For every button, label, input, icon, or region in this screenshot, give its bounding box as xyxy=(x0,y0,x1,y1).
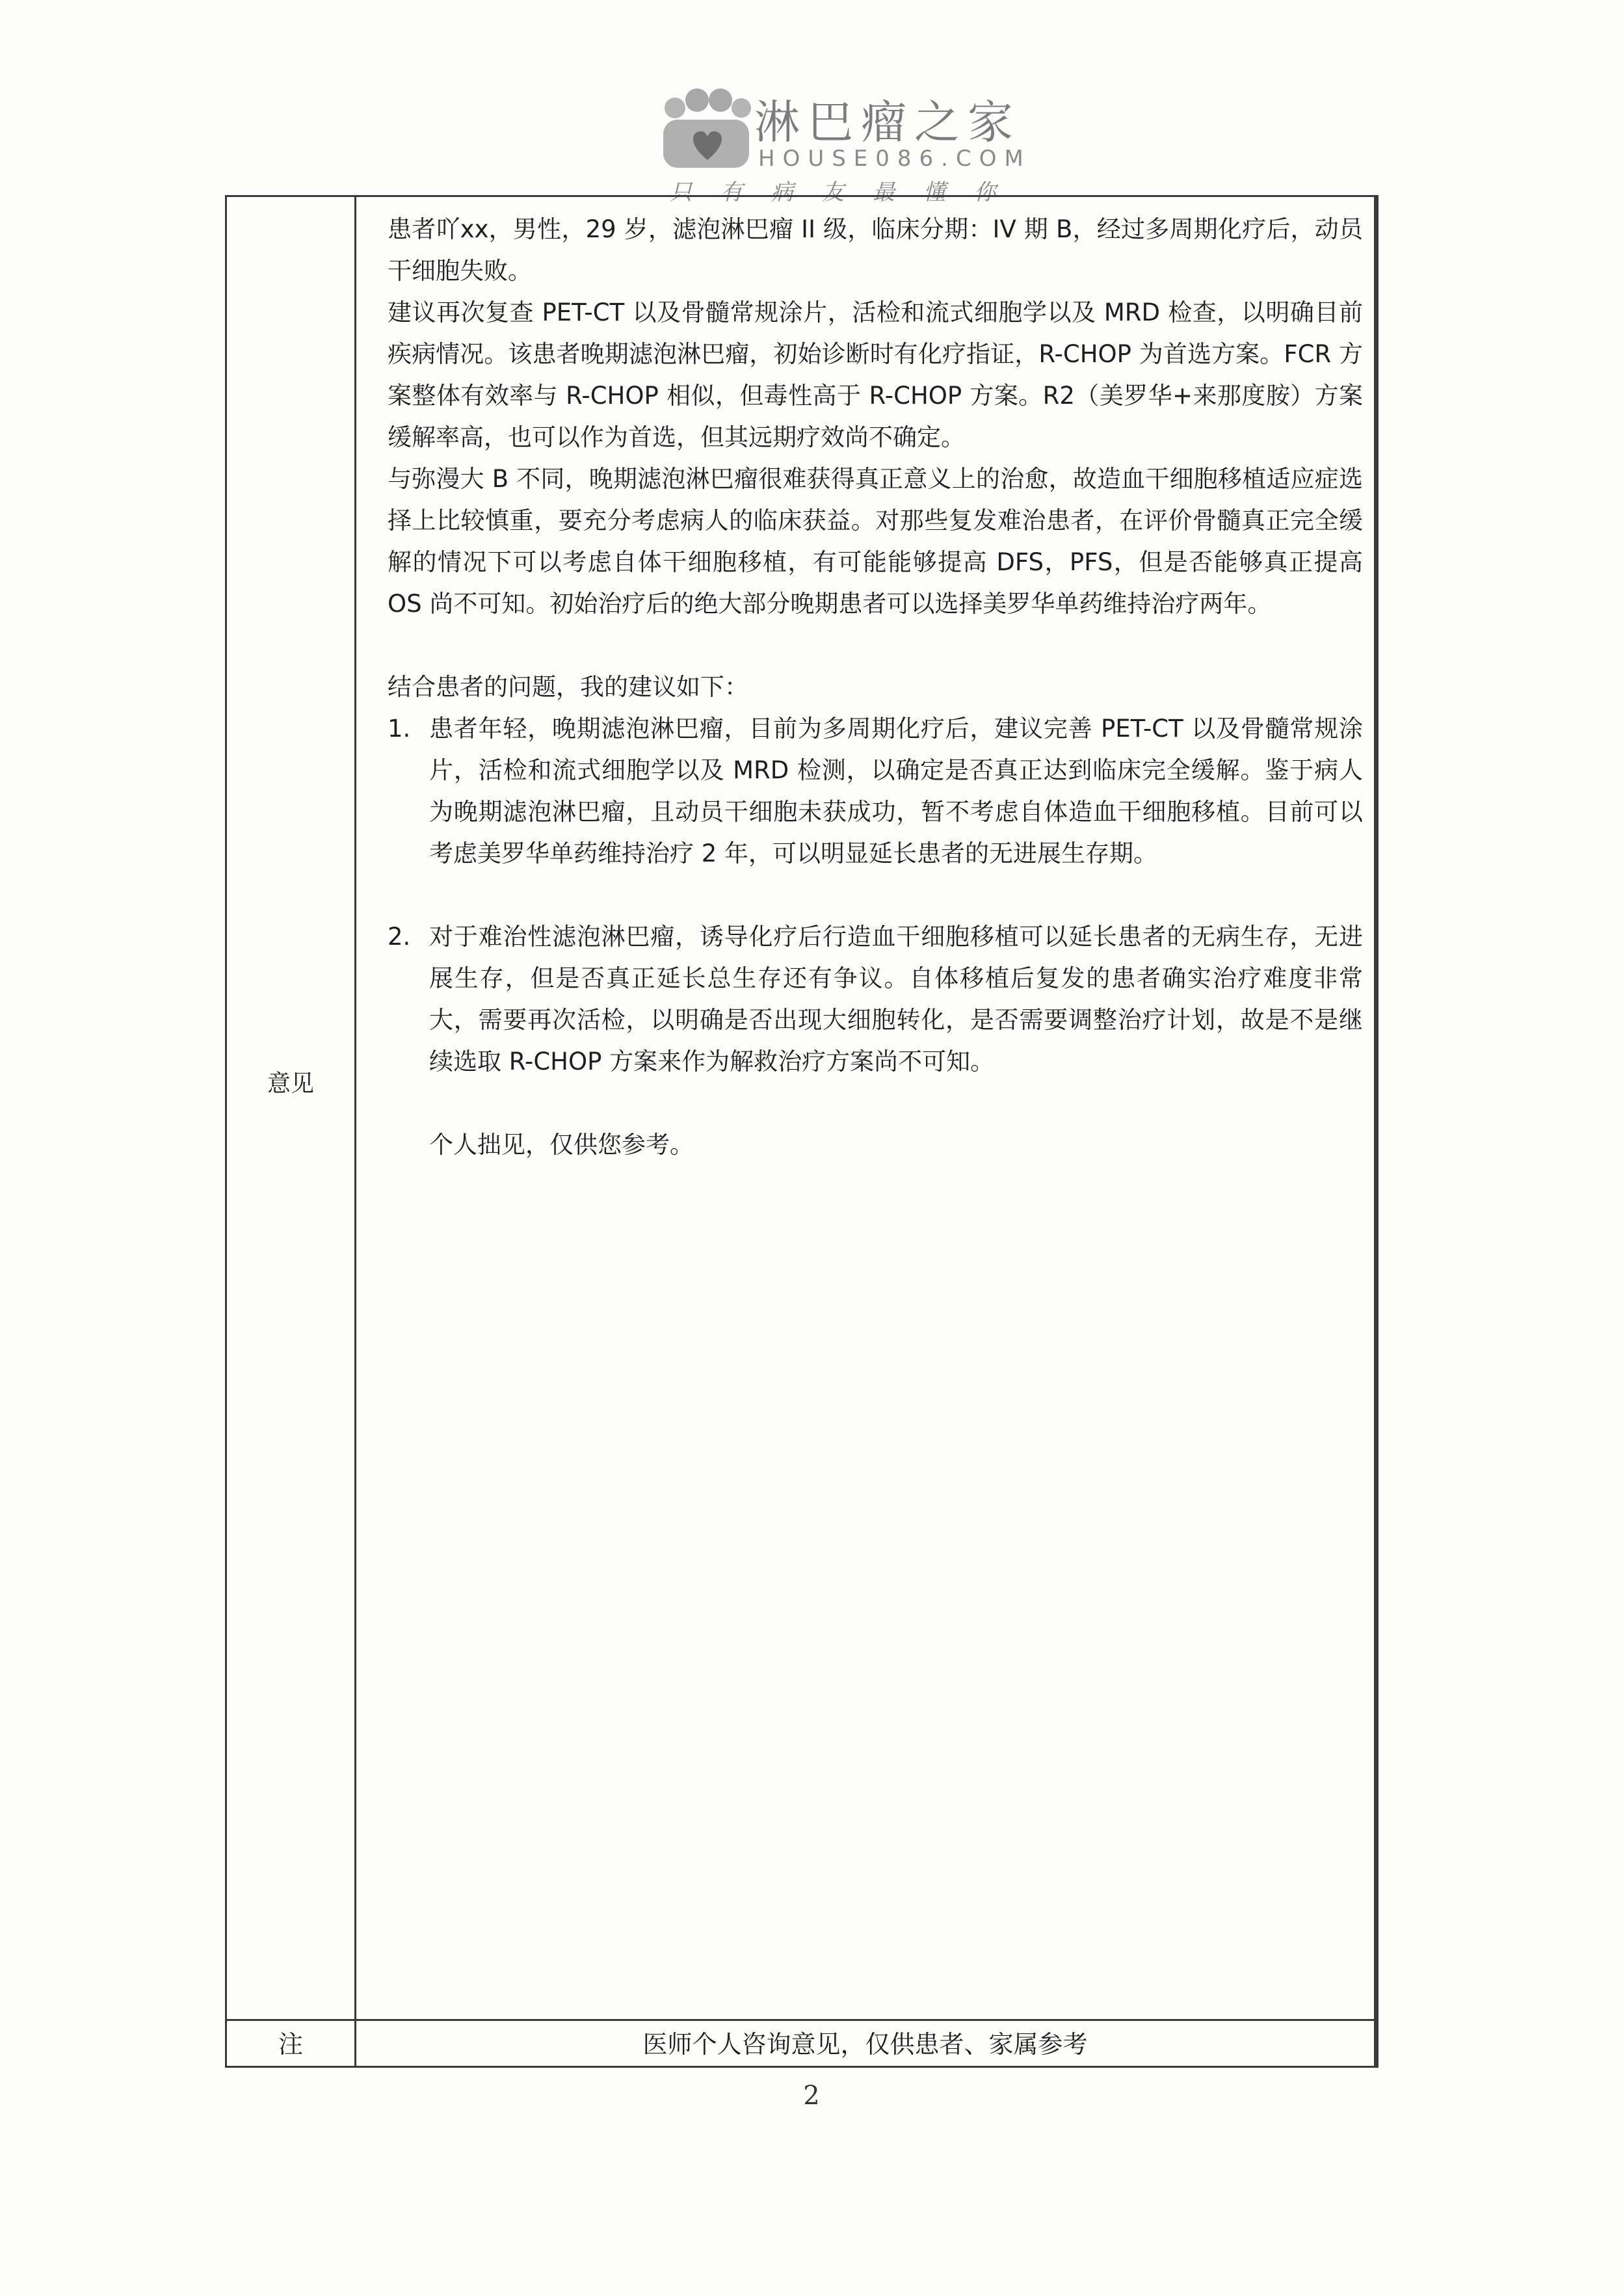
suggestion-item xyxy=(388,916,1363,1083)
suggestion-text: 对于难治性滤泡淋巴瘤，诱导化疗后行造血干细胞移植可以延长患者的无病生存，无进展生存，但是否真正延长总生存还有争议。自体移植后复发的患者确实治疗难度非常大，需要再次活检，以明确是否出现大细胞转化，是否需要调整治疗计划，故是不是继续选取 R-CHOP 方案来作为解救治疗方案尚不可知。 xyxy=(429,923,1363,1075)
column-divider xyxy=(354,197,356,2066)
paragraph-patient-summary: 患者吖xx，男性，29 岁，滤泡淋巴瘤 II 级，临床分期：IV 期 B，经过多周期化疗后，动员干细胞失败。 xyxy=(388,215,1363,285)
opinion-label: 意见 xyxy=(267,1070,314,1097)
suggestion-item xyxy=(388,708,1363,875)
spacer xyxy=(388,625,1363,666)
suggestion-number: 1. xyxy=(388,715,411,743)
paragraph-transplant: 与弥漫大 B 不同，晚期滤泡淋巴瘤很难获得真正意义上的治愈，故造血干细胞移植适应症选择上比较慎重，要充分考虑病人的临床获益。对那些复发难治患者，在评价骨髓真正完全缓解的情况下可以考虑自体干细胞移植，有可能能够提高 DFS，PFS，但是否能够真正提高 OS 尚不可知。初始治疗后的绝大部分晚期患者可以选择美罗华单药维持治疗两年。 xyxy=(388,465,1363,618)
spacer xyxy=(388,875,1363,916)
page-number: 2 xyxy=(803,2081,820,2111)
logo-url: HOUSE086.COM xyxy=(758,146,1031,172)
logo-slogan: 只有病友最懂你 xyxy=(670,179,1025,205)
suggestion-text: 患者年轻，晚期滤泡淋巴瘤，目前为多周期化疗后，建议完善 PET-CT 以及骨髓常规涂片，活检和流式细胞学以及 MRD 检测，以确定是否真正达到临床完全缓解。鉴于病人为晚期滤泡淋巴瘤，且动员干细胞未获成功，暂不考虑自体造血干细胞移植。目前可以考虑美罗华单药维持治疗 2 年，可以明显延长患者的无进展生存期。 xyxy=(429,715,1363,867)
note-label: 注 xyxy=(278,2030,303,2059)
suggestion-number: 2. xyxy=(388,923,411,951)
suggestion-intro: 结合患者的问题，我的建议如下： xyxy=(388,673,748,701)
closing-remark: 个人拙见，仅供您参考。 xyxy=(429,1131,694,1159)
note-text: 医师个人咨询意见，仅供患者、家属参考 xyxy=(642,2030,1088,2059)
site-logo xyxy=(657,77,1031,207)
paragraph-recommendation: 建议再次复查 PET-CT 以及骨髓常规涂片，活检和流式细胞学以及 MRD 检查，以明确目前疾病情况。该患者晚期滤泡淋巴瘤，初始诊断时有化疗指证，R-CHOP 为首选方案。FCR 方案整体有效率与 R-CHOP 相似，但毒性高于 R-CHOP 方案。R2（美罗华+来那度胺）方案缓解率高，也可以作为首选，但其远期疗效尚不确定。 xyxy=(388,298,1363,451)
family-heart-logo-icon xyxy=(657,83,754,174)
table-right-edge xyxy=(1374,197,1377,2066)
opinion-content xyxy=(388,209,1363,1166)
row-divider xyxy=(227,2019,1377,2021)
logo-title: 淋巴瘤之家 xyxy=(754,96,1021,149)
spacer xyxy=(388,1083,1363,1124)
opinion-form-table xyxy=(225,195,1379,2068)
